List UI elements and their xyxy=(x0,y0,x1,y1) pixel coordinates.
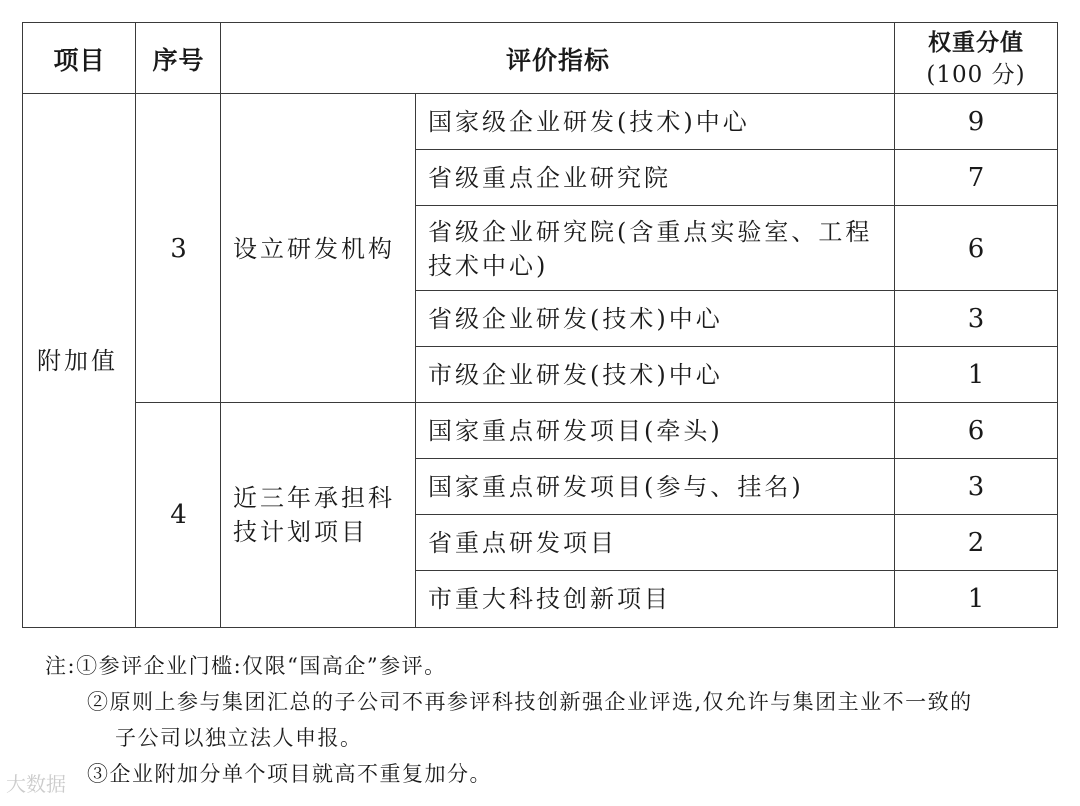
indicator-row: 省级企业研究院(含重点实验室、工程技术中心) xyxy=(415,205,896,292)
notes-section xyxy=(45,648,1065,792)
note-line-1: 注:①参评企业门槛:仅限“国高企”参评。 xyxy=(45,654,447,678)
weight-value: 1 xyxy=(894,346,1058,404)
indicator-row: 市级企业研发(技术)中心 xyxy=(415,346,896,404)
weight-value: 2 xyxy=(894,514,1058,572)
header-seq: 序号 xyxy=(135,22,222,95)
group-name-4: 近三年承担科技计划项目 xyxy=(220,402,417,628)
weight-value: 3 xyxy=(894,290,1058,348)
category-cell: 附加值 xyxy=(22,93,137,628)
header-weight-line1: 权重分值 xyxy=(928,28,1024,56)
watermark: 大数据 xyxy=(6,772,66,796)
indicator-row: 国家重点研发项目(牵头) xyxy=(415,402,896,460)
indicator-row: 省级企业研发(技术)中心 xyxy=(415,290,896,348)
weight-value: 9 xyxy=(894,93,1058,151)
header-weight xyxy=(894,22,1058,95)
evaluation-table xyxy=(22,22,1058,628)
weight-value: 3 xyxy=(894,458,1058,516)
indicator-row: 省级重点企业研究院 xyxy=(415,149,896,207)
weight-value: 6 xyxy=(894,402,1058,460)
note-line-3: 子公司以独立法人申报。 xyxy=(115,726,363,750)
note-line-4: ③企业附加分单个项目就高不重复加分。 xyxy=(87,762,492,786)
header-weight-line2: (100 分) xyxy=(926,61,1026,88)
weight-value: 1 xyxy=(894,570,1058,628)
header-item: 项目 xyxy=(22,22,137,95)
group-name-3: 设立研发机构 xyxy=(220,93,417,404)
group-seq-3: 3 xyxy=(135,93,222,404)
indicator-row: 国家级企业研发(技术)中心 xyxy=(415,93,896,151)
weight-value: 7 xyxy=(894,149,1058,207)
indicator-row: 省重点研发项目 xyxy=(415,514,896,572)
indicator-row: 国家重点研发项目(参与、挂名) xyxy=(415,458,896,516)
note-line-2: ②原则上参与集团汇总的子公司不再参评科技创新强企业评选,仅允许与集团主业不一致的 xyxy=(87,690,973,714)
header-indicator: 评价指标 xyxy=(220,22,896,95)
group-seq-4: 4 xyxy=(135,402,222,628)
indicator-row: 市重大科技创新项目 xyxy=(415,570,896,628)
weight-value: 6 xyxy=(894,205,1058,292)
